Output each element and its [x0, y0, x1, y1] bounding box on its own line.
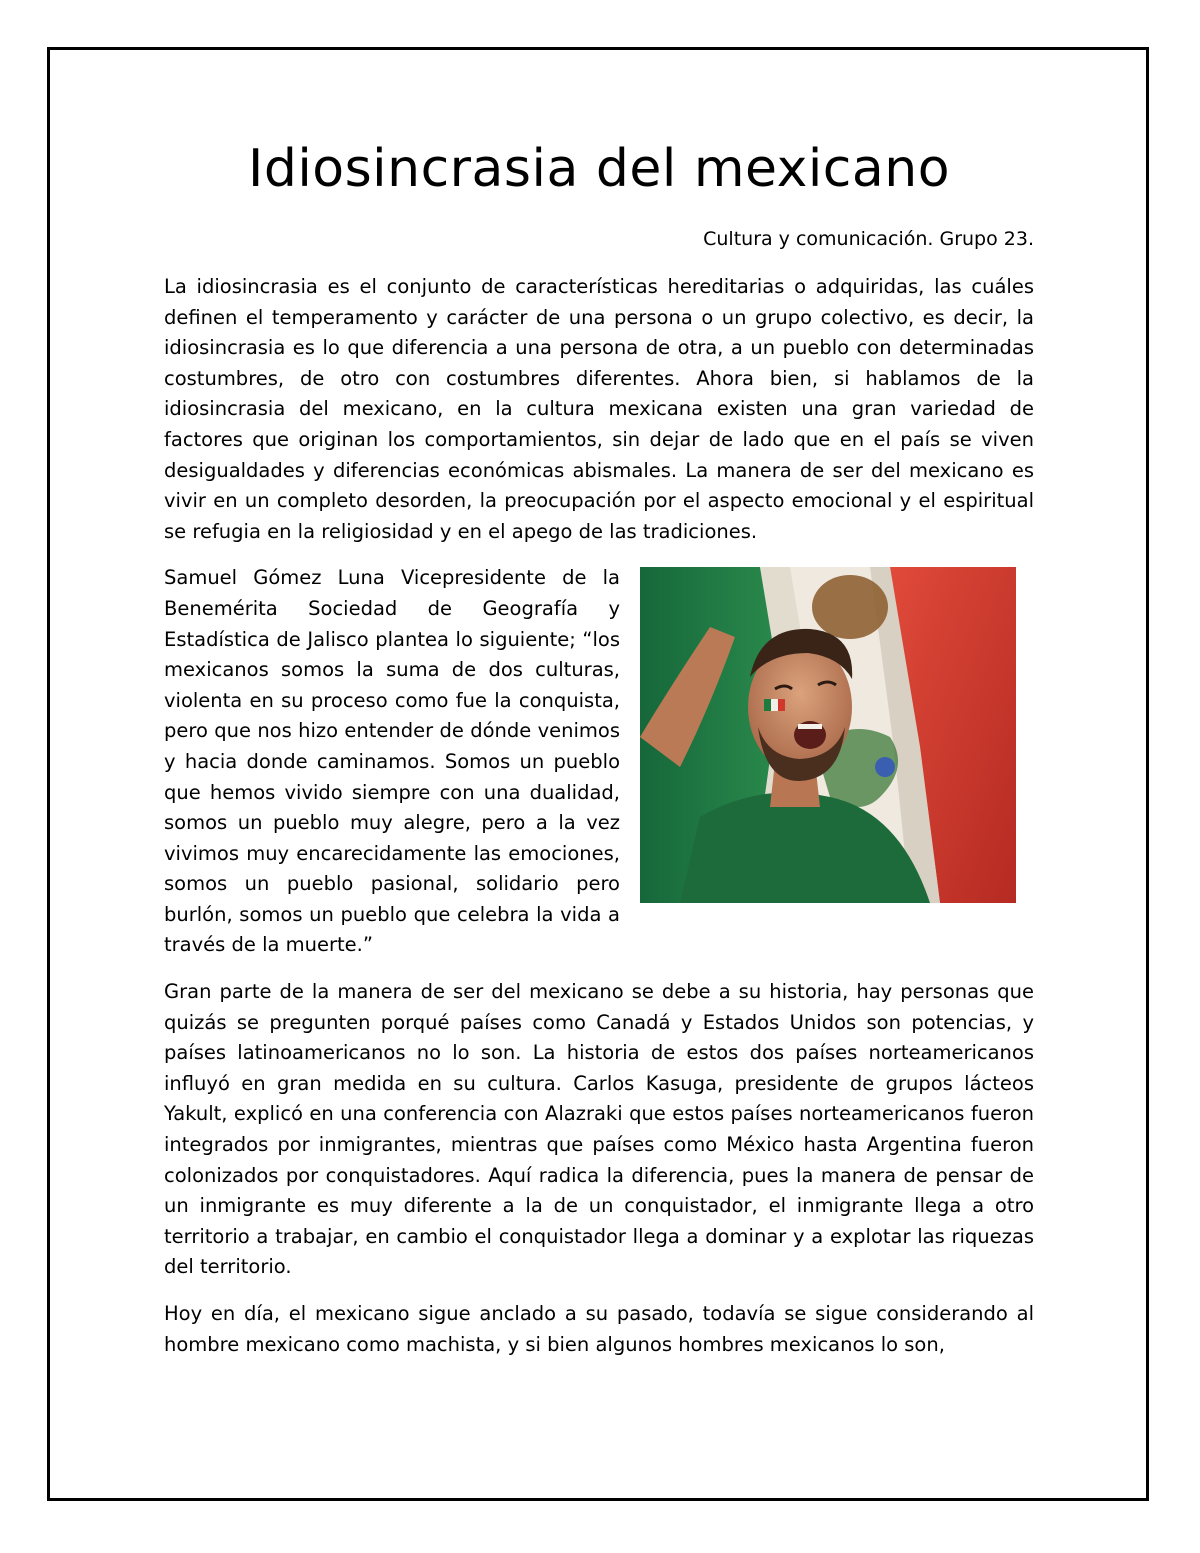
paragraph-intro: La idiosincrasia es el conjunto de características hereditarias o adquiridas, las cuáles definen el temperamento y carácter de una persona o un grupo colectivo, es decir, la idiosincrasia es lo que diferencia a una persona de otra, a un pueblo con determinadas costumbres, de otro con costumbres diferentes. Ahora bien, si hablamos de la idiosincrasia del mexicano, en la cultura mexicana existen una gran variedad de factores que originan los comportamientos, sin dejar de lado que en el país se viven desigualdades y diferencias económicas abismales. La manera de ser del mexicano es vivir en un completo desorden, la preocupación por el aspecto emocional y el espiritual se refugia en la religiosidad y en el apego de las tradiciones. [164, 275, 1034, 543]
paragraph-history: Gran parte de la manera de ser del mexicano se debe a su historia, hay personas que quizás se pregunten porqué países como Canadá y Estados Unidos son potencias, y países latinoamericanos no lo son. La historia de estos dos países norteamericanos influyó en gran medida en su cultura. Carlos Kasuga, presidente de grupos lácteos Yakult, explicó en una conferencia con Alazraki que estos países norteamericanos fueron integrados por inmigrantes, mientras que países como México hasta Argentina fueron colonizados por conquistadores. Aquí radica la diferencia, pues la manera de pensar de un inmigrante es muy diferente a la de un conquistador, el inmigrante llega a otro territorio a trabajar, en cambio el conquistador llega a dominar y a explotar las riquezas del territorio. [164, 980, 1034, 1279]
photo-mexican-fan-with-flag [640, 567, 1016, 903]
paragraph-today: Hoy en día, el mexicano sigue anclado a su pasado, todavía se sigue considerando al hombre mexicano como machista, y si bien algunos hombres mexicanos lo son, [164, 1302, 1034, 1356]
document-body [164, 130, 1034, 1376]
document-subtitle: Cultura y comunicación. Grupo 23. [703, 228, 1034, 250]
document-title: Idiosincrasia del mexicano [247, 139, 951, 199]
paragraph-quote: Samuel Gómez Luna Vicepresidente de la Benemérita Sociedad de Geografía y Estadística de Jalisco plantea lo siguiente; “los mexicanos somos la suma de dos culturas, violenta en su proceso como fue la conquista, pero que nos hizo entender de dónde venimos y hacia donde caminamos. Somos un pueblo que hemos vivido siempre con una dualidad, somos un pueblo muy alegre, pero a la vez vivimos muy encarecidamente las emociones, somos un pueblo pasional, solidario pero burlón, somos un pueblo que celebra la vida a través de la muerte.” [164, 566, 620, 957]
